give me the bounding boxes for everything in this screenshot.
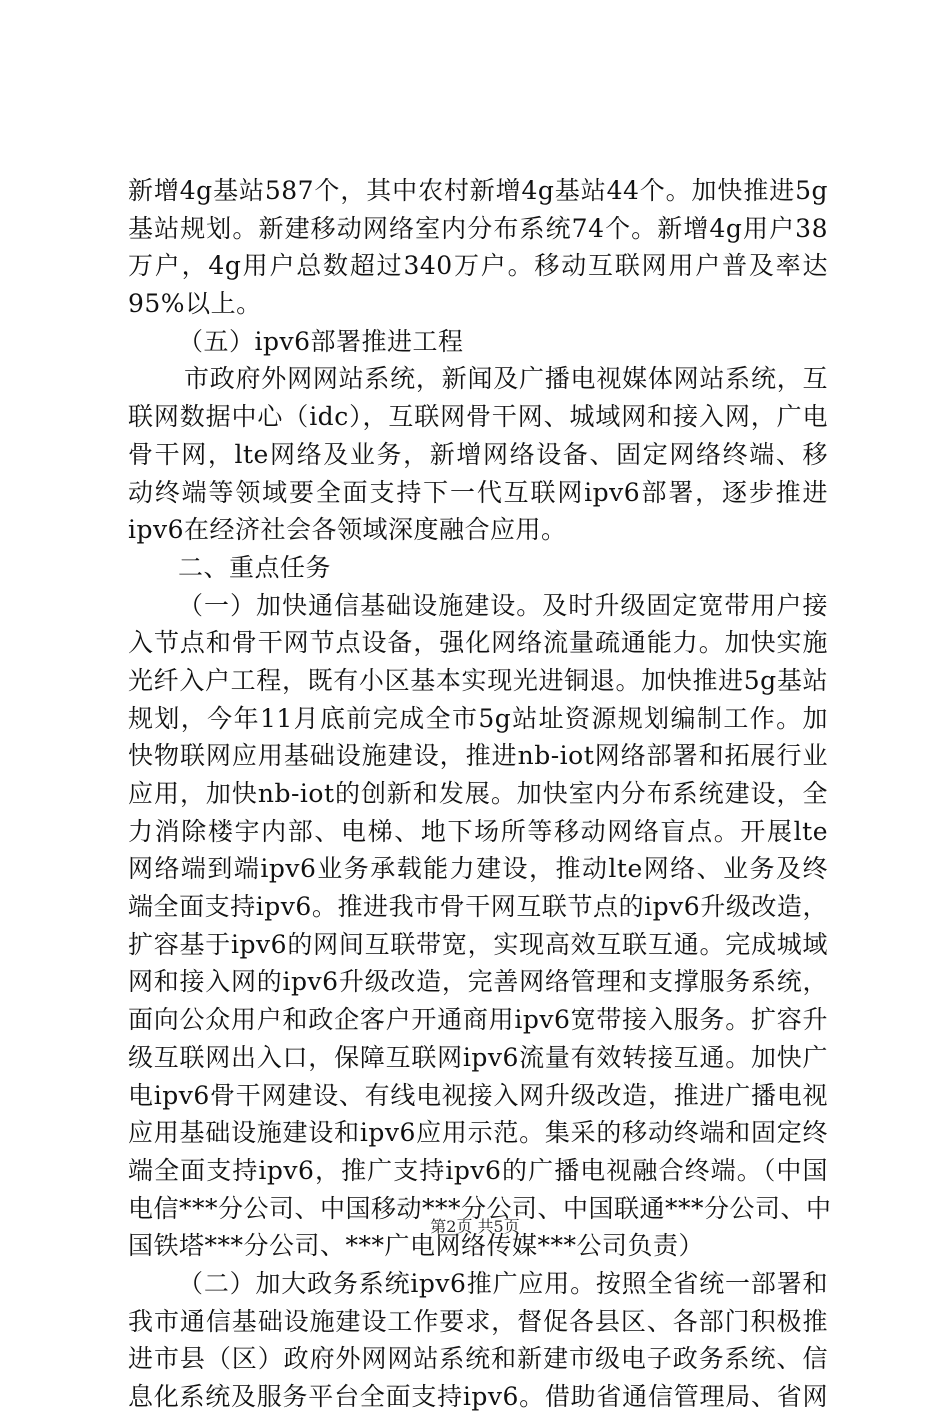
paragraph-line: 规划，今年11月底前完成全市5g站址资源规划编制工作。加 <box>128 703 828 733</box>
paragraph-line: 基站规划。新建移动网络室内分布系统74个。新增4g用户38 <box>128 213 828 243</box>
paragraph-line: 力消除楼宇内部、电梯、地下场所等移动网络盲点。开展lte <box>128 816 828 846</box>
paragraph-line: 动终端等领域要全面支持下一代互联网ipv6部署，逐步推进 <box>128 477 828 507</box>
paragraph-line: 光纤入户工程，既有小区基本实现光进铜退。加快推进5g基站 <box>128 665 828 695</box>
paragraph-line: 应用，加快nb-iot的创新和发展。加快室内分布系统建设，全 <box>128 779 828 808</box>
paragraph-line: 骨干网，lte网络及业务，新增网络设备、固定网络终端、移 <box>128 439 828 469</box>
page-number: 第2页 共5页 <box>430 1217 520 1236</box>
page-footer <box>0 1216 950 1238</box>
paragraph-line: 级互联网出入口，保障互联网ipv6流量有效转接互通。加快广 <box>128 1042 828 1072</box>
paragraph-line: 端全面支持ipv6，推广支持ipv6的广播电视融合终端。（中国 <box>128 1155 828 1185</box>
paragraph-line: 电ipv6骨干网建设、有线电视接入网升级改造，推进广播电视 <box>128 1080 828 1110</box>
paragraph-line: 电信***分公司、中国移动***分公司、中国联通***分公司、中 <box>128 1193 832 1223</box>
paragraph-line: 联网数据中心（idc），互联网骨干网、城域网和接入网，广电 <box>128 402 828 432</box>
paragraph-line: 网络端到端ipv6业务承载能力建设，推动lte网络、业务及终 <box>128 854 828 884</box>
paragraph-line: （二）加大政务系统ipv6推广应用。按照全省统一部署和 <box>178 1268 828 1298</box>
paragraph-line: 新增4g基站587个，其中农村新增4g基站44个。加快推进5g <box>128 176 828 205</box>
paragraph-line: ipv6在经济社会各领域深度融合应用。 <box>128 515 567 545</box>
paragraph-line: 快物联网应用基础设施建设，推进nb-iot网络部署和拓展行业 <box>128 741 828 771</box>
paragraph-line: 网和接入网的ipv6升级改造，完善网络管理和支撑服务系统， <box>128 967 828 997</box>
paragraph-line: 端全面支持ipv6。推进我市骨干网互联节点的ipv6升级改造， <box>128 892 828 922</box>
paragraph-line: 应用基础设施建设和ipv6应用示范。集采的移动终端和固定终 <box>128 1118 828 1148</box>
paragraph-line: 市政府外网网站系统，新闻及广播电视媒体网站系统，互 <box>184 364 828 394</box>
paragraph-line: 我市通信基础设施建设工作要求，督促各县区、各部门积极推 <box>128 1306 828 1336</box>
paragraph-line: 万户，4g用户总数超过340万户。移动互联网用户普及率达 <box>128 251 828 281</box>
section-heading: （五）ipv6部署推进工程 <box>178 326 464 356</box>
paragraph-line: 95%以上。 <box>128 289 262 319</box>
paragraph-line: 入节点和骨干网节点设备，强化网络流量疏通能力。加快实施 <box>128 628 828 658</box>
paragraph-line: 国铁塔***分公司、***广电网络传媒***公司负责） <box>128 1231 705 1261</box>
section-heading: 二、重点任务 <box>178 552 332 582</box>
paragraph-line: 面向公众用户和政企客户开通商用ipv6宽带接入服务。扩容升 <box>128 1005 828 1035</box>
paragraph-line: 进市县（区）政府外网网站系统和新建市级电子政务系统、信 <box>128 1344 828 1374</box>
paragraph-line: 扩容基于ipv6的网间互联带宽，实现高效互联互通。完成城域 <box>128 929 828 959</box>
paragraph-line: 息化系统及服务平台全面支持ipv6。借助省通信管理局、省网 <box>128 1382 828 1411</box>
paragraph-line: （一）加快通信基础设施建设。及时升级固定宽带用户接 <box>178 590 828 620</box>
